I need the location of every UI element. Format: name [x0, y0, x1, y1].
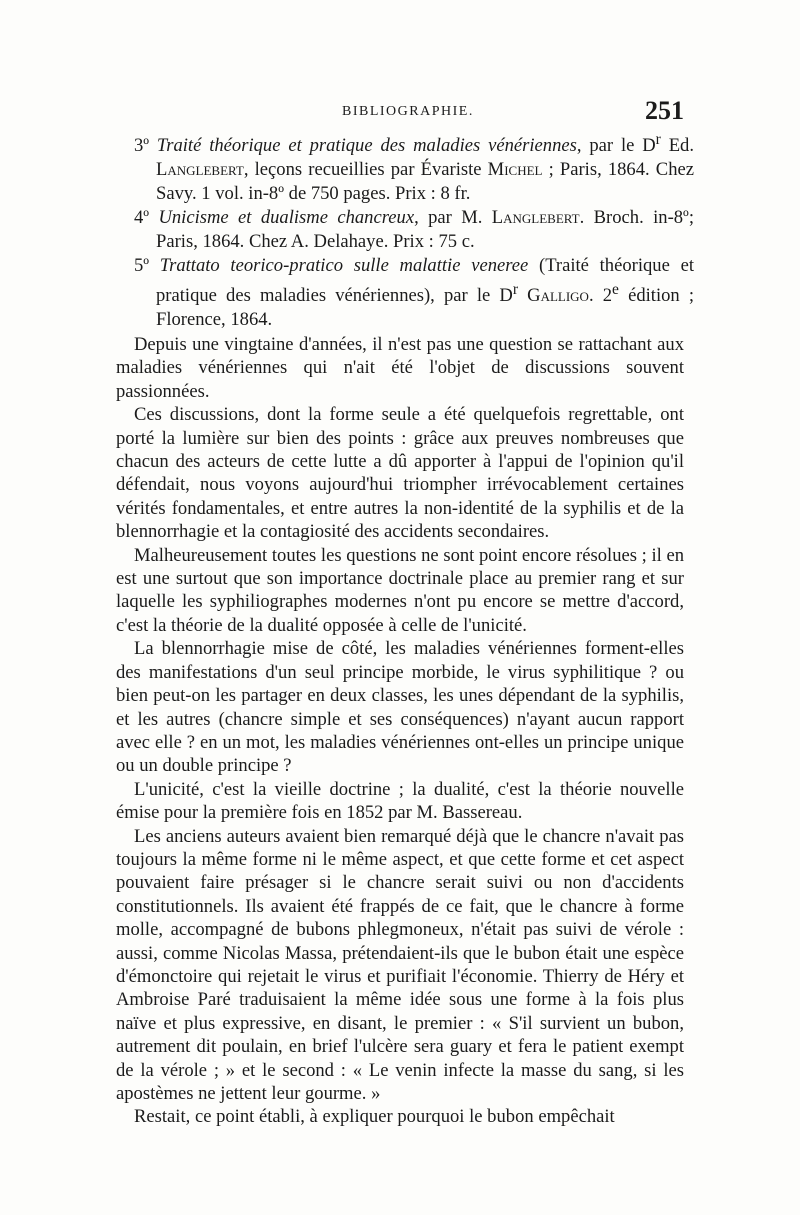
page-number: 251	[645, 96, 684, 125]
paragraph: La blennorrhagie mise de côté, les maladies vénériennes forment-elles des manifestations d'un seul principe morbide, le virus syphilitique ? ou bien peut-on les partager en deux classes, les unes dépendant de la syphilis, et les autres (chancre simple et ses conséquences) n'ayant aucun rapport avec elle ? en un mot, les maladies vénériennes ont-elles un principe unique ou un double principe ?	[116, 638, 684, 777]
entry-title: Traité théorique et pratique des maladies vénériennes	[156, 135, 577, 157]
entry-text: édition ; Florence, 1864.	[156, 285, 695, 331]
entry-text: , leçons recueillies par Évariste	[243, 159, 488, 181]
entry-title: Unicisme et dualisme chancreux	[158, 207, 415, 229]
entry-text: , par M.	[414, 207, 492, 229]
superscript: e	[612, 281, 619, 299]
entry-author: Langlebert	[491, 207, 580, 229]
superscript: r	[512, 281, 518, 299]
bibliography-list	[134, 128, 694, 332]
entry-editor: Michel	[487, 159, 543, 181]
entry-text: . 2	[588, 285, 613, 307]
paragraph: Ces discussions, dont la forme seule a été quelquefois regrettable, ont porté la lumière sur bien des points : grâce aux preuves nombreuses que chacun des acteurs de cette lutte a dû apporter à l'appui de l'opinion qu'il défendait, nous voyons aujourd'hui triompher irrévocablement certaines vérités fondamentales, et entre autres la non-identité de la syphilis et de la blennorrhagie et la contagiosité des accidents secondaires.	[116, 404, 684, 543]
bibliography-entry	[134, 206, 694, 254]
entry-text: ; Paris, 1864. Chez Savy. 1 vol. in-8º de 750 pages. Prix : 8 fr.	[156, 159, 695, 205]
entry-text: Ed.	[660, 135, 694, 157]
body-text	[116, 333, 684, 1129]
paragraph: Restait, ce point établi, à expliquer pourquoi le bubon empêchait	[134, 1106, 615, 1128]
bibliography-entry	[134, 128, 694, 206]
entry-number: 3º	[134, 135, 150, 157]
entry-number: 4º	[134, 207, 150, 229]
entry-author: Galligo	[527, 285, 589, 307]
entry-text	[518, 285, 527, 306]
entry-text: . Broch. in-8º; Paris, 1864. Chez A. Delahaye. Prix : 75 c.	[156, 207, 694, 253]
page-header	[134, 96, 684, 128]
entry-text: , par le D	[576, 135, 656, 157]
bibliography-entry	[134, 254, 694, 332]
running-head: BIBLIOGRAPHIE.	[342, 104, 474, 119]
entry-number: 5º	[134, 255, 150, 277]
paragraph: Depuis une vingtaine d'années, il n'est pas une question se rattachant aux maladies vénériennes qui n'ait été l'objet de discussions souvent passionnées.	[116, 334, 684, 402]
entry-title: Trattato teorico-pratico sulle malattie veneree	[159, 255, 529, 277]
paragraph: L'unicité, c'est la vieille doctrine ; la dualité, c'est la théorie nouvelle émise pour la première fois en 1852 par M. Bassereau.	[116, 778, 684, 824]
paragraph: Les anciens auteurs avaient bien remarqué déjà que le chancre n'avait pas toujours la même forme ni le même aspect, et que cette forme et cet aspect pouvaient faire présager si le chancre serait suivi ou non d'accidents constitutionnels. Ils avaient été frappés de ce fait, que le chancre à forme molle, accompagné de bubons phlegmoneux, n'était pas suivi de vérole : aussi, comme Nicolas Massa, prétendaient-ils que le bubon était une espèce d'émonctoire qui rejetait le virus et purifiait l'économie. Thierry de Héry et Ambroise Paré traduisaient la même idée sous une forme à la fois plus naïve et plus expressive, en disant, le premier : « S'il survient un bubon, autrement dit poulain, en brief l'ulcère sera guary et fera le patient exempt de la vérole ; » et le second : « Le venin infecte la masse du sang, si les apostèmes ne jettent leur gourme. »	[116, 825, 684, 1104]
entry-text: (Traité théorique et pratique des maladies vénériennes), par le D	[156, 255, 694, 307]
superscript: r	[655, 131, 661, 148]
paragraph: Malheureusement toutes les questions ne sont point encore résolues ; il en est une surtout que son importance doctrinale place au premier rang et sur laquelle les syphiliographes modernes n'ont pu encore se mettre d'accord, c'est la théorie de la dualité opposée à celle de l'unicité.	[116, 544, 684, 636]
entry-author: Langlebert	[156, 159, 244, 181]
